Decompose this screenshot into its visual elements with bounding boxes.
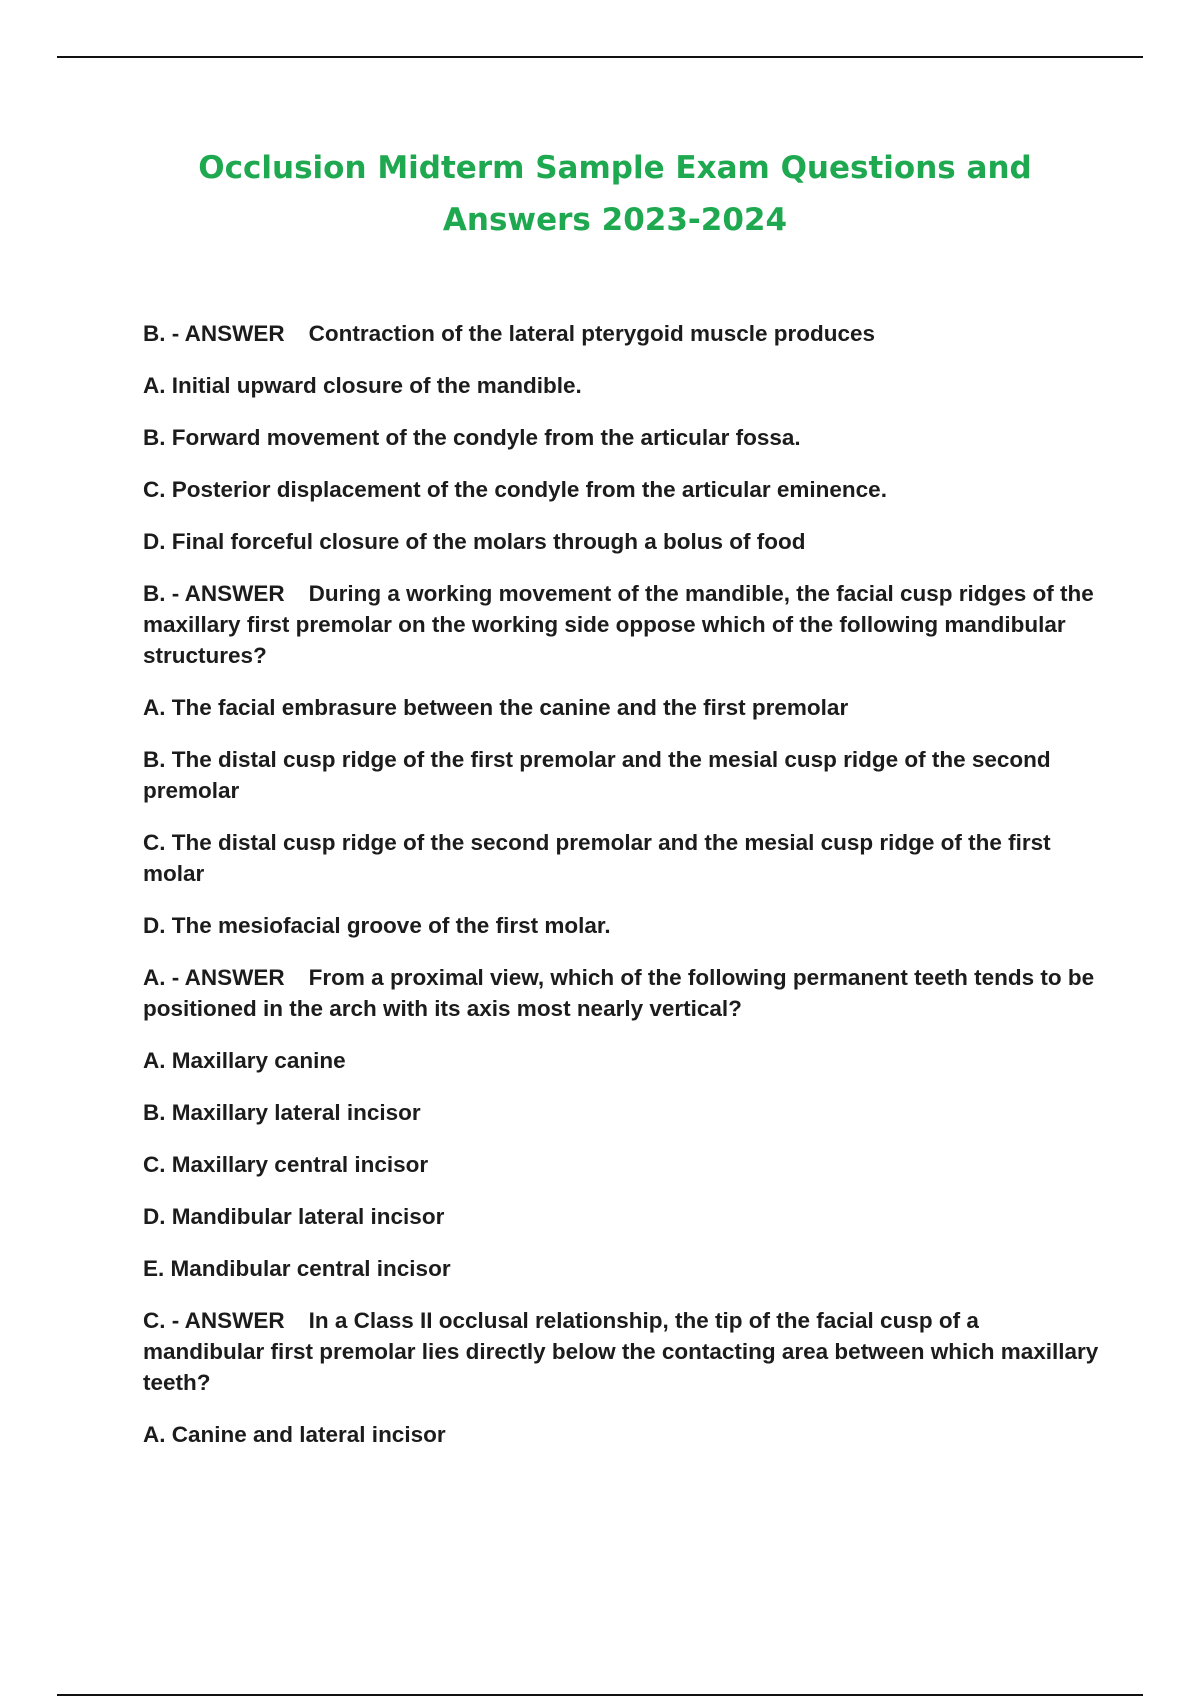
question-4: [143, 1305, 1103, 1398]
page-title: [130, 142, 1100, 246]
question-text: From a proximal view, which of the following permanent teeth tends to be positioned in the arch with its axis most nearly vertical?: [143, 965, 1095, 1021]
question-2-option-d: D. The mesiofacial groove of the first molar.: [143, 913, 611, 938]
question-2-option-b: B. The distal cusp ridge of the first premolar and the mesial cusp ridge of the second premolar: [143, 747, 1051, 803]
question-3-option-b: B. Maxillary lateral incisor: [143, 1100, 421, 1125]
question-2-option-a: A. The facial embrasure between the canine and the first premolar: [143, 695, 849, 720]
question-2: [143, 578, 1103, 671]
title-line-1: Occlusion Midterm Sample Exam Questions and: [198, 150, 1032, 186]
question-text: During a working movement of the mandible, the facial cusp ridges of the maxillary first premolar on the working side oppose which of the following mandibular structures?: [143, 581, 1094, 668]
question-text: Contraction of the lateral pterygoid muscle produces: [308, 321, 876, 346]
question-1-option-b: B. Forward movement of the condyle from the articular fossa.: [143, 425, 801, 450]
question-3-option-a: A. Maxillary canine: [143, 1048, 346, 1073]
question-3-option-d: D. Mandibular lateral incisor: [143, 1204, 445, 1229]
answer-tag: C. - ANSWER: [143, 1308, 285, 1333]
question-4-option-a: A. Canine and lateral incisor: [143, 1422, 446, 1447]
answer-tag: A. - ANSWER: [143, 965, 285, 990]
question-3-option-c: C. Maxillary central incisor: [143, 1152, 429, 1177]
question-1-option-a: A. Initial upward closure of the mandible.: [143, 373, 582, 398]
question-text: In a Class II occlusal relationship, the tip of the facial cusp of a mandibular first premolar lies directly below the contacting area between which maxillary teeth?: [143, 1308, 1099, 1395]
question-1: [143, 318, 1103, 349]
question-1-option-d: D. Final forceful closure of the molars through a bolus of food: [143, 529, 806, 554]
title-line-2: Answers 2023-2024: [442, 202, 788, 238]
question-3-option-e: E. Mandibular central incisor: [143, 1256, 451, 1281]
question-list: [143, 318, 1103, 1471]
bottom-rule: [57, 1694, 1143, 1696]
answer-tag: B. - ANSWER: [143, 321, 285, 346]
question-1-option-c: C. Posterior displacement of the condyle from the articular eminence.: [143, 477, 887, 502]
top-rule: [57, 56, 1143, 58]
answer-tag: B. - ANSWER: [143, 581, 285, 606]
question-3: [143, 962, 1103, 1024]
question-2-option-c: C. The distal cusp ridge of the second premolar and the mesial cusp ridge of the first molar: [143, 830, 1051, 886]
